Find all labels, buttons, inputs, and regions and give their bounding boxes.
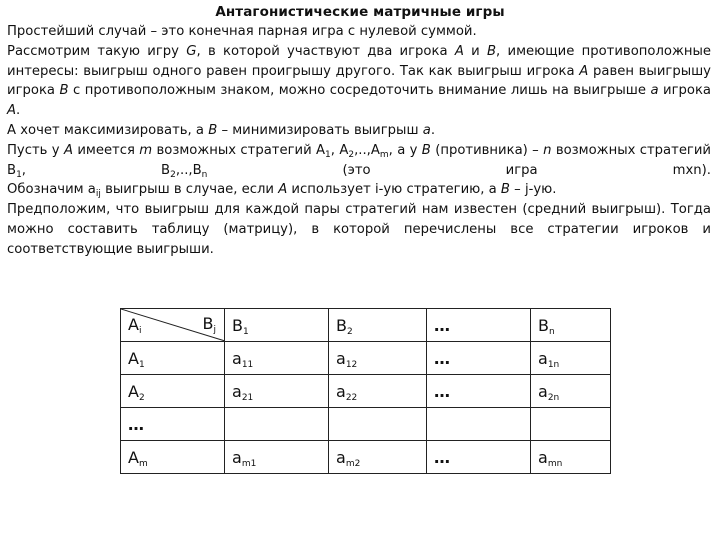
- matrix-col-header: $B_1$: [225, 309, 329, 342]
- matrix-cell: $a_{11}$: [225, 342, 329, 375]
- matrix-cell: $a_{12}$: [329, 342, 427, 375]
- corner-row-label: $A_i$: [128, 315, 142, 336]
- matrix-row-header: $A_2$: [121, 375, 225, 408]
- matrix-cell: [427, 408, 531, 441]
- matrix-col-header: $B_2$: [329, 309, 427, 342]
- matrix-row: [121, 408, 611, 441]
- matrix-cell: $a_{22}$: [329, 375, 427, 408]
- matrix-row-header: …: [121, 408, 225, 441]
- matrix-cell: $a_{m1}$: [225, 441, 329, 474]
- matrix-row: [121, 441, 611, 474]
- matrix-cell: …: [427, 441, 531, 474]
- corner-col-label: $B_j$: [202, 314, 216, 335]
- paragraph-3: А хочет максимизировать, а В – минимизировать выигрыш a.: [7, 122, 436, 138]
- matrix-cell: [225, 408, 329, 441]
- matrix-header-row: [121, 309, 611, 342]
- matrix-cell: …: [427, 342, 531, 375]
- matrix-col-header: …: [427, 309, 531, 342]
- matrix-row: [121, 375, 611, 408]
- matrix-cell: $a_{1n}$: [531, 342, 611, 375]
- matrix-cell: $a_{2n}$: [531, 375, 611, 408]
- matrix-cell: $a_{21}$: [225, 375, 329, 408]
- matrix-row-header: $A_1$: [121, 342, 225, 375]
- matrix-corner-cell: [121, 309, 225, 342]
- body-text: [7, 22, 711, 260]
- matrix-cell: …: [427, 375, 531, 408]
- paragraph-2: Рассмотрим такую игру G, в которой участвуют два игрока A и B, имеющие противоположные интересы: выигрыш одного равен проигрышу другого. Так как выигрыш игрока A равен выигрышу игрока B с противоположным знаком, можно сосредоточить внимание лишь на выигрыше a игрока A.: [7, 43, 711, 119]
- matrix-cell: $a_{mn}$: [531, 441, 611, 474]
- matrix-col-header: $B_n$: [531, 309, 611, 342]
- payoff-matrix: [120, 308, 611, 474]
- paragraph-5: Обозначим $a_{ij}$ выигрыш в случае, если A использует i-ую стратегию, а B – j-ую.: [7, 182, 557, 200]
- matrix-cell: $a_{m2}$: [329, 441, 427, 474]
- paragraph-6: Предположим, что выигрыш для каждой пары стратегий нам известен (средний выигрыш). Тогда можно составить таблицу (матрицу), в которой перечислены все стратегии игроков и соответствующие выигрыши.: [7, 202, 711, 257]
- matrix-cell: [329, 408, 427, 441]
- matrix-cell: [531, 408, 611, 441]
- paragraph-4: Пусть у А имеется m возможных стратегий $А_1$, $А_2,..,А_m$, а у В (противника) – n возможных стратегий $В_1$, $В_2,..,В_n$ (это игра mxn).: [7, 142, 712, 180]
- matrix-row: [121, 342, 611, 375]
- matrix-row-header: $A_m$: [121, 441, 225, 474]
- slide-title: Антагонистические матричные игры: [215, 4, 505, 20]
- paragraph-1: Простейший случай – это конечная парная игра с нулевой суммой.: [7, 24, 477, 39]
